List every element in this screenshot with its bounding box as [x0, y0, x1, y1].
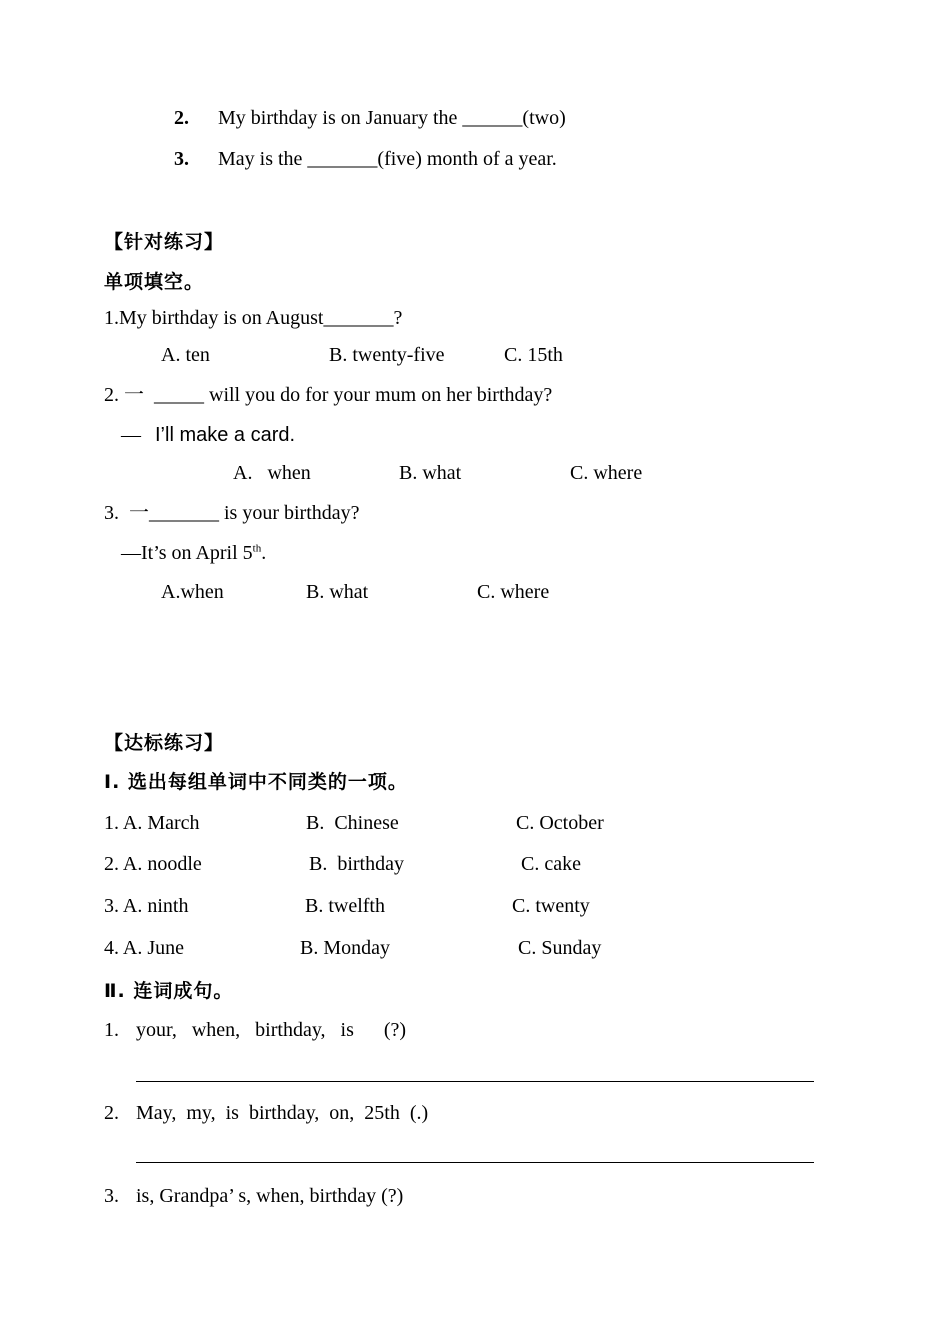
part1-title: Ⅰ. 选出每组单词中不同类的一项。 [104, 771, 408, 793]
part2-item-1: your, when, birthday, is (?) [136, 1019, 407, 1041]
practice-q1-option-a: A. ten [161, 344, 210, 366]
practice-q3-answer-main: —It’s on April 5 [121, 542, 253, 564]
part1-row-4-a: 4. A. June [104, 937, 184, 959]
part2-item-3: is, Grandpa’ s, when, birthday (?) [136, 1185, 404, 1207]
practice-q3-answer-sup: th [252, 542, 262, 555]
part1-row-2-a: 2. A. noodle [104, 853, 202, 875]
part1-row-4-c: C. Sunday [518, 937, 602, 959]
intro-num-2: 2. [174, 107, 189, 129]
part2-item-1-num: 1. [104, 1019, 119, 1041]
practice-q2: 2. 一 _____ will you do for your mum on her birthday? [104, 384, 553, 406]
intro-sentence-3: May is the _______(five) month of a year. [218, 148, 557, 170]
practice-q2-option-b: B. what [399, 462, 462, 484]
part1-row-1-b: B. Chinese [306, 812, 399, 834]
part2-item-2: May, my, is birthday, on, 25th (.) [136, 1102, 429, 1124]
part2-item-3-num: 3. [104, 1185, 119, 1207]
part1-row-2-c: C. cake [521, 853, 581, 875]
practice-q2-option-c: C. where [570, 462, 643, 484]
part1-row-1-a: 1. A. March [104, 812, 200, 834]
practice-heading: 【针对练习】 [104, 231, 225, 253]
practice-q2-option-a: A. when [233, 462, 311, 484]
practice-q3-option-c: C. where [477, 581, 550, 603]
part1-row-3-b: B. twelfth [305, 895, 385, 917]
part1-row-3-c: C. twenty [512, 895, 590, 917]
practice-q1: 1.My birthday is on August_______? [104, 307, 403, 329]
answer-line-1 [136, 1081, 814, 1082]
practice-q1-option-c: C. 15th [504, 344, 563, 366]
part1-row-2-b: B. birthday [309, 853, 404, 875]
part1-row-3-a: 3. A. ninth [104, 895, 189, 917]
practice-q3-answer-end: . [261, 542, 267, 564]
part1-row-1-c: C. October [516, 812, 604, 834]
practice-q3-answer [121, 541, 266, 565]
practice-q3: 3. 一_______ is your birthday? [104, 502, 360, 524]
answer-line-2 [136, 1162, 814, 1163]
practice-q3-option-b: B. what [306, 581, 369, 603]
practice-subheading: 单项填空。 [104, 271, 205, 293]
intro-sentence-2: My birthday is on January the ______(two) [218, 107, 566, 129]
part2-item-2-num: 2. [104, 1102, 119, 1124]
standard-heading: 【达标练习】 [104, 732, 225, 754]
practice-q1-option-b: B. twenty-five [329, 344, 445, 366]
part1-row-4-b: B. Monday [300, 937, 390, 959]
practice-q3-option-a: A.when [161, 581, 224, 603]
intro-num-3: 3. [174, 148, 189, 170]
part2-title: Ⅱ. 连词成句。 [104, 980, 234, 1002]
practice-q2-answer: I’ll make a card. [155, 424, 296, 446]
practice-q2-dash: — [121, 424, 141, 446]
